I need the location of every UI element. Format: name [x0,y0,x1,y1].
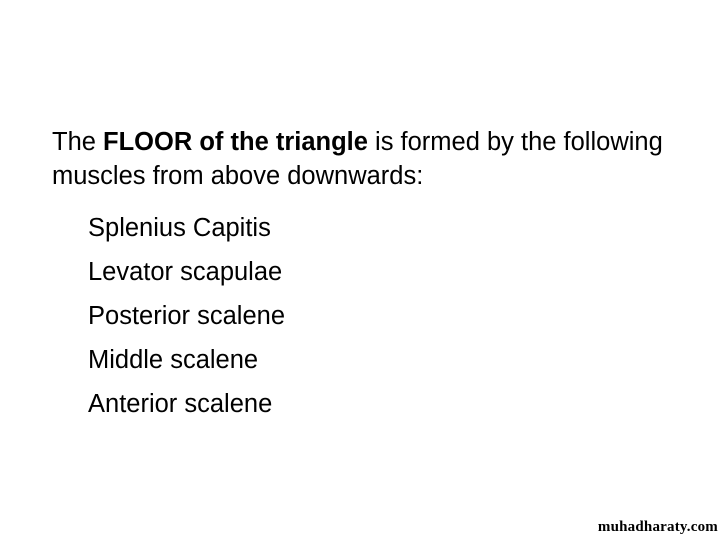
list-item: Middle scalene [88,345,259,374]
lead-text-bold: FLOOR of the triangle [103,128,368,156]
lead-text-before-bold: The [52,128,104,156]
lead-text-after-bold: is formed by the following muscles from above downwards: [52,128,663,190]
muscle-list [52,207,672,426]
lead-paragraph [52,126,672,193]
list-item: Anterior scalene [88,389,273,418]
list-item: Posterior scalene [88,302,286,331]
watermark: muhadharaty.com [597,519,718,535]
list-item: Levator scapulae [88,258,283,287]
list-item: Splenius Capitis [88,214,271,243]
slide-body [52,126,672,427]
